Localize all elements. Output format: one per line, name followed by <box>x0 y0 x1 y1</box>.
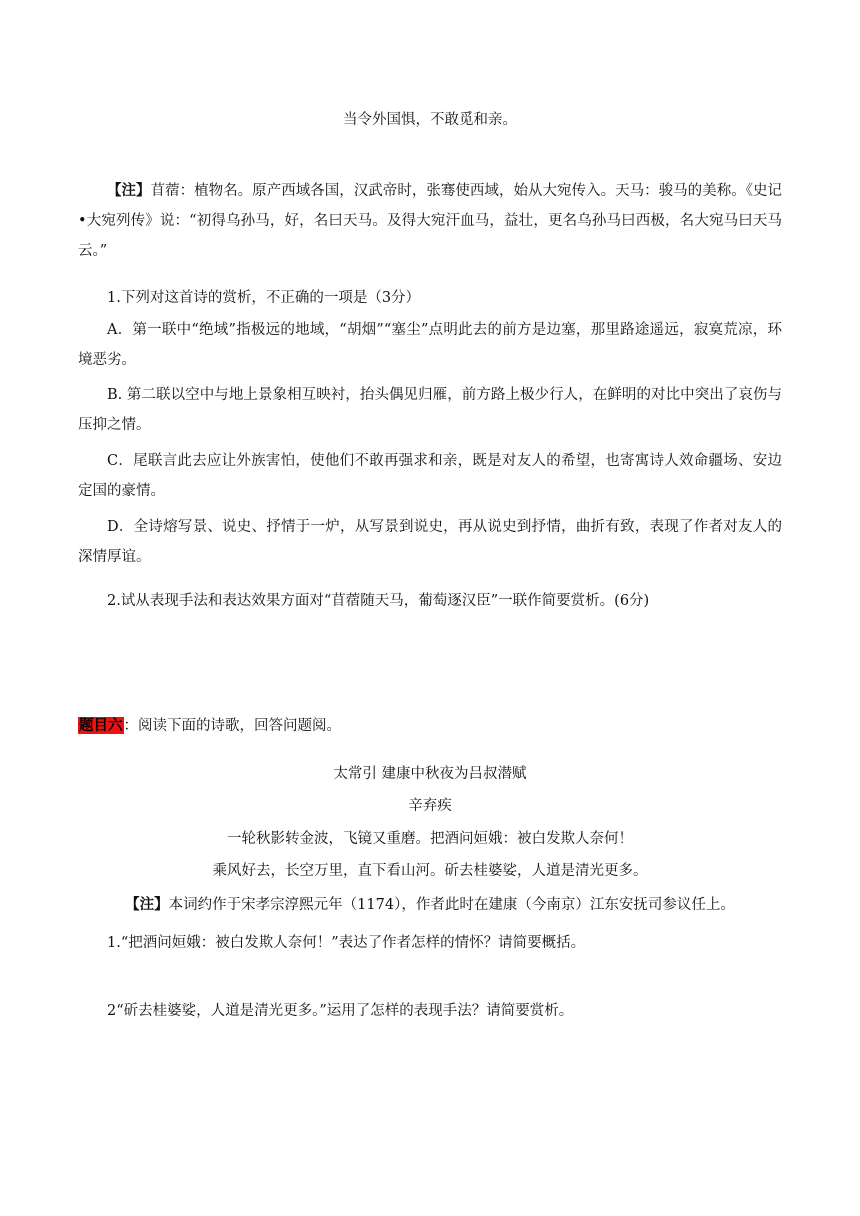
poem-last-line: 当令外国惧，不敢觅和亲。 <box>343 112 517 128</box>
note-label: 【注】 <box>107 182 151 199</box>
poem-note-text: 本词约作于宋孝宗淳熙元年（1174），作者此时在建康（今南京）江东安抚司参议任上。 <box>168 897 735 913</box>
section6-question-2: 2“斫去桂婆娑，人道是清光更多。”运用了怎样的表现手法？请简要赏析。 <box>107 1003 574 1019</box>
poem-title: 太常引 建康中秋夜为吕叔潜赋 <box>333 766 527 782</box>
poem-line-2: 乘风好去，长空万里，直下看山河。斫去桂婆娑，人道是清光更多。 <box>212 863 648 879</box>
poem-note <box>0 895 860 915</box>
note-paragraph <box>78 176 782 266</box>
section-heading <box>78 716 341 736</box>
poem-note-label: 【注】 <box>125 896 169 913</box>
option-d: D．全诗熔写景、说史、抒情于一炉，从写景到说史，再从说史到抒情，曲折有致，表现了作者对友人的深情厚谊。 <box>78 519 782 565</box>
option-b: B. 第二联以空中与地上景象相互映衬，抬头偶见归雁，前方路上极少行人，在鲜明的对比中突出了哀伤与压抑之情。 <box>78 387 782 433</box>
poem-line-1: 一轮秋影转金波，飞镜又重磨。把酒问姮娥：被白发欺人奈何！ <box>227 831 633 847</box>
section6-question-1: 1.“把酒问姮娥：被白发欺人奈何！”表达了作者怎样的情怀？请简要概括。 <box>107 935 586 951</box>
option-c: C．尾联言此去应让外族害怕，使他们不敢再强求和亲，既是对友人的希望，也寄寓诗人效命疆场、安边定国的豪情。 <box>78 453 782 499</box>
section-tag: 题目六 <box>79 717 123 734</box>
question-2: 2.试从表现手法和表达效果方面对“苜蓿随天马，葡萄逐汉臣”一联作简要赏析。(6分) <box>107 593 650 609</box>
question-1: 1.下列对这首诗的赏析，不正确的一项是（3分） <box>107 290 421 306</box>
section-instruction: ：阅读下面的诗歌，回答问题阅。 <box>123 718 341 734</box>
poem-author: 辛弃疾 <box>408 798 452 814</box>
note-text: 苜蓿：植物名。原产西域各国，汉武帝时，张骞使西域，始从大宛传入。天马：骏马的美称。《史记•大宛列传》说：“初得乌孙马，好，名曰天马。及得大宛汗血马，益壮，更名乌孙马曰西极，名大宛马曰天马云。” <box>78 183 783 259</box>
option-a: A．第一联中“绝域”指极远的地域，“胡烟”“塞尘”点明此去的前方是边塞，那里路途遥远，寂寞荒凉，环境恶劣。 <box>78 322 782 368</box>
